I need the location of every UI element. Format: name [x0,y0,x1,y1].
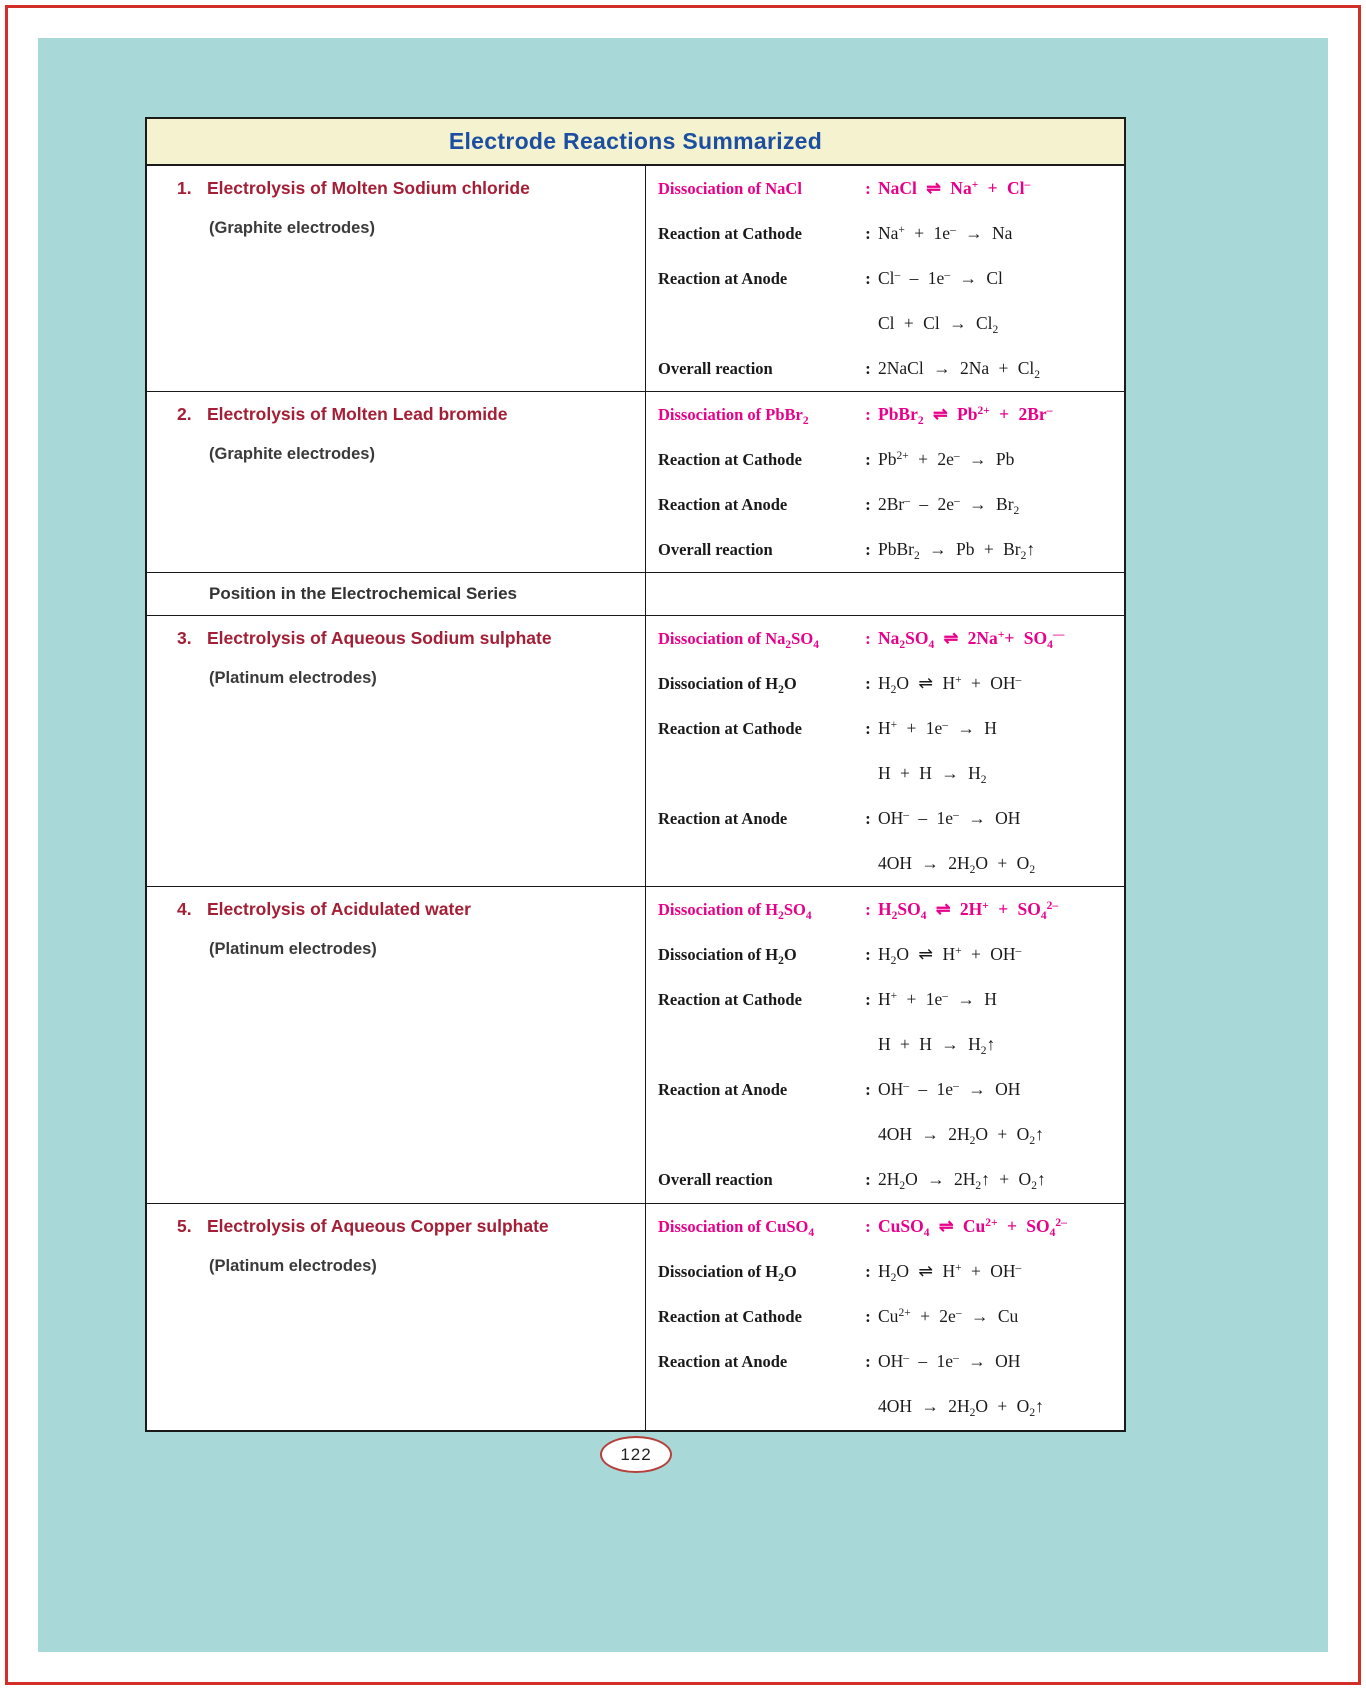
colon: : [865,224,871,243]
reaction-row [658,346,1118,391]
section-4 [147,886,1124,1203]
section-subtitle: (Platinum electrodes) [209,1257,377,1275]
row-label: Dissociation of $Na_2SO_4$ [658,629,819,651]
section-5-left [147,1204,645,1430]
equation-line: $Cl + Cl \to Cl_2$ [878,313,999,336]
colon: : [865,179,871,198]
equation-line: $Cu^{2+} + 2e^- \to Cu$ [878,1306,1019,1326]
section-title-text: Electrolysis of Molten Lead bromide [207,404,508,424]
reaction-row [658,1339,1118,1429]
equation-line: OH– – 1e– → OH [878,1079,1021,1099]
section-title-text: Electrolysis of Aqueous Sodium sulphate [207,628,552,648]
reaction-row [658,977,1118,1067]
row-label: Dissociation of CuSO$_4$ [658,1217,815,1239]
section-1 [147,166,1124,391]
equation-line: $H_2O$ ⇌ H+ + OH– [878,1261,1022,1284]
section-title-text: Electrolysis of Molten Sodium chloride [207,178,530,198]
row-label: Reaction at Anode [658,809,788,828]
colon: : [865,359,871,378]
reaction-row [658,887,1118,932]
row-label: Reaction at Cathode [658,719,802,738]
section-title [177,616,645,661]
colon: : [865,540,871,559]
reaction-row [658,796,1118,886]
section-3 [147,615,1124,886]
colon: : [865,1170,871,1189]
equation-line: $2H_2O$ → $2H_2↑$ + $O_2↑$ [878,1169,1046,1192]
equation-line: 2NaCl → $2Na + Cl_2$ [878,358,1040,381]
electrode-reactions-table [145,117,1126,1432]
equation-line: CuSO$_4$ ⇌ $Cu^{2+} + SO_4^{2-}$ [878,1216,1067,1239]
section-5 [147,1203,1124,1430]
equation-line: $H + H \to H_2$ [878,763,987,786]
reaction-row [658,661,1118,706]
colon: : [865,945,871,964]
reaction-row [658,616,1118,661]
equation-line: H+ + 1e– → H [878,989,997,1009]
equation-line: $H_2O$ ⇌ H+ + OH– [878,944,1022,967]
colon: : [865,1352,871,1371]
equation-line: $Na_2SO_4$ ⇌ $2Na^++ SO_4^{--}$ [878,628,1065,651]
colon: : [865,495,871,514]
row-label: Reaction at Anode [658,495,788,514]
position-row-left [147,573,645,615]
section-number: 2. [177,404,192,424]
section-2 [147,391,1124,572]
section-1-right [645,166,1124,391]
equation-line: $2Br^- - 2e^- \to Br_2$ [878,494,1020,517]
section-3-left [147,616,645,886]
reaction-row [658,211,1118,256]
row-label: Reaction at Cathode [658,1307,802,1326]
row-label: Overall reaction [658,1170,773,1189]
reaction-row [658,706,1118,796]
equation-line: NaCl ⇌ Na+ + Cl– [878,178,1031,198]
colon: : [865,719,871,738]
equation-line: $H + H \to H_2↑$ [878,1034,996,1057]
row-label: Dissociation of NaCl [658,179,802,198]
position-row-right [645,573,1124,615]
section-subtitle: (Graphite electrodes) [209,445,375,463]
section-title-text: Electrolysis of Acidulated water [207,899,471,919]
equation-line: $4OH \to 2H_2O$ + $O_2↑$ [878,1396,1044,1419]
reaction-row [658,256,1118,346]
colon: : [865,990,871,1009]
section-title [177,392,645,437]
equation-line: OH– – 1e– → OH [878,1351,1021,1371]
colon: : [865,450,871,469]
section-number: 5. [177,1216,192,1236]
equation-line: PbBr$_2$ ⇌ $Pb^{2+} + 2Br^-$ [878,404,1053,427]
section-title-text: Electrolysis of Aqueous Copper sulphate [207,1216,549,1236]
row-label: Reaction at Cathode [658,450,802,469]
row-label: Reaction at Cathode [658,990,802,1009]
reaction-row [658,1294,1118,1339]
colon: : [865,1080,871,1099]
row-label: Dissociation of $H_2SO_4$ [658,900,812,922]
section-number: 3. [177,628,192,648]
position-row [147,572,1124,615]
colon: : [865,809,871,828]
section-title [177,166,645,211]
reaction-row [658,392,1118,437]
table-header [147,119,1124,166]
colon: : [865,1307,871,1326]
reaction-row [658,166,1118,211]
row-label: Dissociation of $H_2O$ [658,1262,797,1284]
colon: : [865,629,871,648]
section-title [177,1204,645,1249]
reaction-row [658,1157,1118,1202]
reaction-row [658,437,1118,482]
section-3-right [645,616,1124,886]
section-subtitle: (Platinum electrodes) [209,940,377,958]
section-2-left [147,392,645,572]
row-label: Dissociation of $H_2O$ [658,945,797,967]
section-title [177,887,645,932]
equation-line: H+ + 1e– → H [878,718,997,738]
colon: : [865,269,871,288]
equation-line: $4OH \to 2H_2O$ + $O_2↑$ [878,1124,1044,1147]
reaction-row [658,527,1118,572]
section-5-right [645,1204,1124,1430]
page-number-badge [600,1436,672,1473]
equation-line: PbBr$_2$ → $Pb + Br_2↑$ [878,539,1036,562]
section-subtitle: (Platinum electrodes) [209,669,377,687]
row-label: Overall reaction [658,359,773,378]
position-note: Position in the Electrochemical Series [209,584,517,603]
section-number: 4. [177,899,192,919]
page-number: 122 [620,1444,652,1464]
equation-line: $H_2SO_4$ ⇌ $2H^+ + SO_4^{2-}$ [878,899,1059,922]
section-4-right [645,887,1124,1203]
colon: : [865,1262,871,1281]
section-2-right [645,392,1124,572]
colon: : [865,674,871,693]
equation-line: $Pb^{2+} + 2e^- \to Pb$ [878,449,1015,469]
section-4-left [147,887,645,1203]
colon: : [865,900,871,919]
equation-line: $4OH \to 2H_2O + O_2$ [878,853,1036,876]
equation-line: Na+ + 1e– → Na [878,223,1013,243]
reaction-row [658,932,1118,977]
table-title: Electrode Reactions Summarized [448,128,823,154]
colon: : [865,1217,871,1236]
reaction-row [658,1067,1118,1157]
row-label: Dissociation of PbBr$_2$ [658,405,809,427]
reaction-row [658,1249,1118,1294]
equation-line: OH– – 1e– → OH [878,808,1021,828]
section-1-left [147,166,645,391]
row-label: Reaction at Anode [658,269,788,288]
row-label: Reaction at Anode [658,1352,788,1371]
reaction-row [658,482,1118,527]
equation-line: Cl– – 1e– → Cl [878,268,1003,288]
reaction-row [658,1204,1118,1249]
row-label: Reaction at Anode [658,1080,788,1099]
section-subtitle: (Graphite electrodes) [209,219,375,237]
equation-line: $H_2O$ ⇌ H+ + OH– [878,673,1022,696]
row-label: Overall reaction [658,540,773,559]
colon: : [865,405,871,424]
row-label: Reaction at Cathode [658,224,802,243]
section-number: 1. [177,178,192,198]
row-label: Dissociation of $H_2O$ [658,674,797,696]
